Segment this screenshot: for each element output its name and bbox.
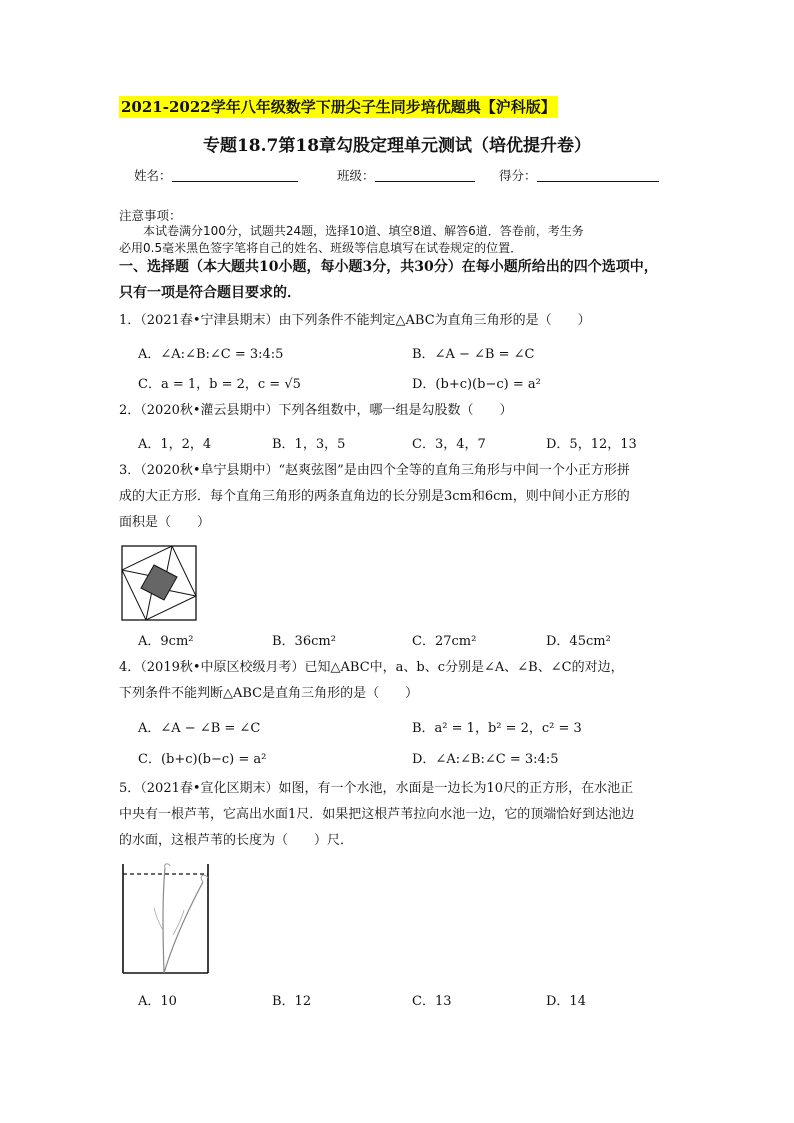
q2-option-b[interactable]: B．1，3，5 <box>272 437 346 452</box>
q3-option-b[interactable]: B．36cm² <box>272 634 336 649</box>
page-title: 专题18.7第18章勾股定理单元测试（培优提升卷） <box>202 136 592 156</box>
name-label: 姓名： <box>134 168 172 183</box>
q4-option-c[interactable]: C．(b+c)(b−c) = a² <box>138 752 267 767</box>
class-field[interactable] <box>337 166 475 184</box>
q5-option-b[interactable]: B．12 <box>272 994 312 1009</box>
q5-line-3: 的水面，这根芦苇的长度为（ ）尺． <box>119 833 354 848</box>
question-4-stem <box>119 655 679 707</box>
q5-option-d[interactable]: D．14 <box>546 994 586 1009</box>
question-2-stem: 2．（2020秋•灌云县期中）下列各组数中，哪一组是勾股数（ ） <box>119 403 513 418</box>
q1-option-a[interactable]: A．∠A:∠B:∠C = 3:4:5 <box>138 347 284 362</box>
q3-line-2: 成的大正方形．每个直角三角形的两条直角边的长分别是3cm和6cm，则中间小正方形的 <box>119 489 630 504</box>
q1-option-c[interactable]: C．a = 1，b = 2，c = √5 <box>138 377 301 392</box>
series-banner: 2021-2022学年八年级数学下册尖子生同步培优题典【沪科版】 <box>121 98 556 116</box>
zhao-shuang-diagram <box>121 545 197 621</box>
name-field[interactable] <box>134 166 298 184</box>
q2-option-c[interactable]: C．3，4，7 <box>412 437 486 452</box>
q3-line-3: 面积是（ ） <box>119 515 211 530</box>
score-field[interactable] <box>499 166 659 184</box>
score-blank[interactable] <box>537 169 659 182</box>
score-label: 得分： <box>499 168 537 183</box>
section-heading-line-2: 只有一项是符合题目要求的． <box>119 285 301 301</box>
q2-option-d[interactable]: D．5，12，13 <box>546 437 637 452</box>
question-3-stem <box>119 458 679 536</box>
q3-option-d[interactable]: D．45cm² <box>546 634 611 649</box>
notes-body <box>119 223 679 257</box>
q4-option-a[interactable]: A．∠A − ∠B = ∠C <box>138 721 261 736</box>
section-heading-line-1: 一、选择题（本大题共10小题，每小题3分，共30分）在每小题所给出的四个选项中， <box>119 259 658 275</box>
q5-line-2: 中央有一根芦苇，它高出水面1尺．如果把这根芦苇拉向水池一边，它的顶端恰好到达池边 <box>119 807 635 822</box>
q4-line-2: 下列条件不能判断△ABC是直角三角形的是（ ） <box>119 686 419 701</box>
q2-option-a[interactable]: A．1，2，4 <box>138 437 212 452</box>
notes-line-2: 必用0.5毫米黑色签字笔将自己的姓名、班级等信息填写在试卷规定的位置． <box>119 241 523 255</box>
q4-line-1: 4．（2019秋•中原区校级月考）已知△ABC中，a、b、c分别是∠A、∠B、∠C的对边， <box>119 660 624 675</box>
name-blank[interactable] <box>172 169 298 182</box>
q5-line-1: 5．（2021春•宣化区期末）如图，有一个水池，水面是一边长为10尺的正方形，在水池正 <box>119 781 634 796</box>
notes-line-1: 本试卷满分100分，试题共24题，选择10道、填空8道、解答6道．答卷前，考生务 <box>143 224 584 238</box>
q3-option-c[interactable]: C．27cm² <box>412 634 477 649</box>
q3-option-a[interactable]: A．9cm² <box>138 634 194 649</box>
class-label: 班级： <box>337 168 375 183</box>
q1-option-d[interactable]: D．(b+c)(b−c) = a² <box>412 377 541 392</box>
notes-heading: 注意事项： <box>119 208 182 223</box>
q3-line-1: 3．（2020秋•阜宁县期中）“赵爽弦图”是由四个全等的直角三角形与中间一个小正方形拼 <box>119 463 630 478</box>
question-1-stem: 1．（2021春•宁津县期末）由下列条件不能判定△ABC为直角三角形的是（ ） <box>119 313 591 328</box>
q5-option-c[interactable]: C．13 <box>412 994 452 1009</box>
question-5-stem <box>119 776 679 854</box>
q5-option-a[interactable]: A．10 <box>138 994 177 1009</box>
class-blank[interactable] <box>375 169 475 182</box>
q4-option-d[interactable]: D．∠A:∠B:∠C = 3:4:5 <box>412 752 559 767</box>
section-heading <box>119 254 679 306</box>
q1-option-b[interactable]: B．∠A − ∠B = ∠C <box>412 347 535 362</box>
q4-option-b[interactable]: B．a² = 1，b² = 2，c² = 3 <box>412 721 582 736</box>
pond-reed-diagram <box>118 860 214 978</box>
